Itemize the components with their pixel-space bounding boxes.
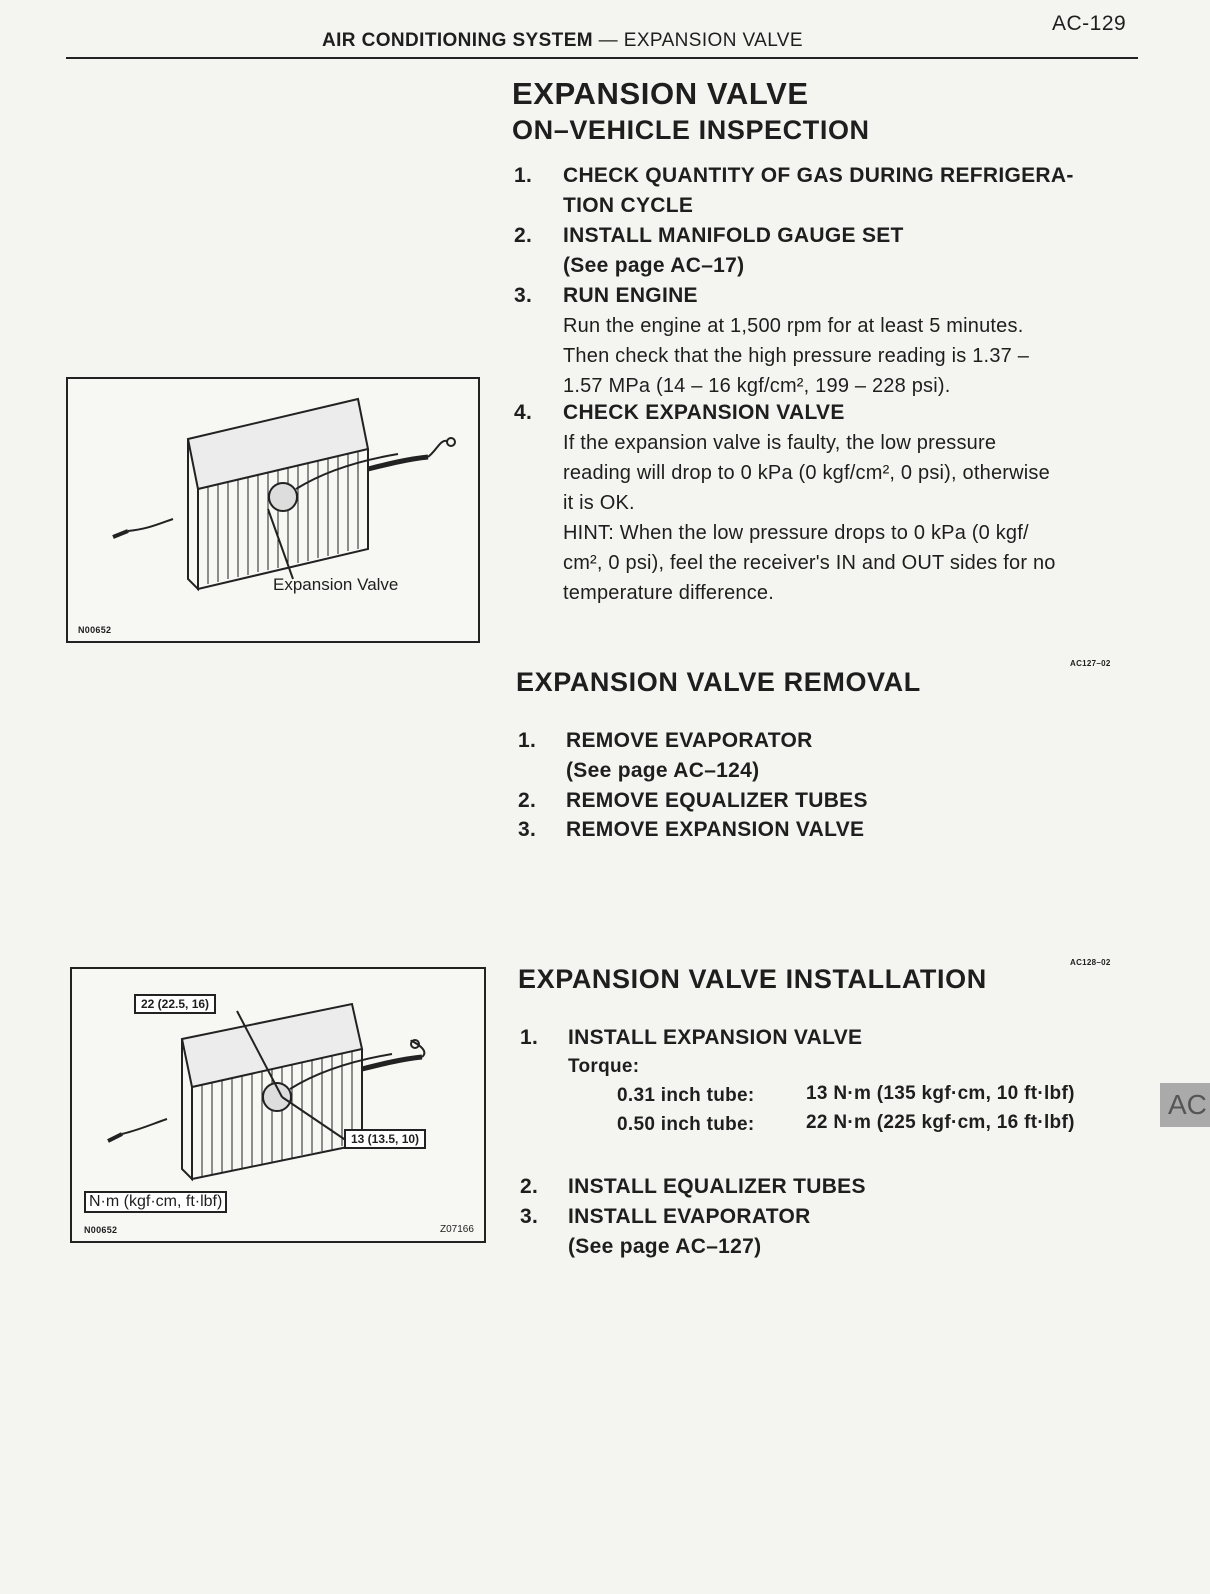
removal-step-1 xyxy=(518,726,1118,786)
inspection-step-3 xyxy=(514,281,1134,401)
step-title-line: TION CYCLE xyxy=(563,194,694,217)
installation-title: EXPANSION VALVE INSTALLATION xyxy=(518,964,987,994)
header-subsection: EXPANSION VALVE xyxy=(623,30,803,51)
figure-code: N00652 xyxy=(78,625,112,635)
step-title: RUN ENGINE xyxy=(563,284,698,307)
step-body-line: 1.57 MPa (14 – 16 kgf/cm², 199 – 228 psi). xyxy=(563,375,951,397)
section-code: AC128–02 xyxy=(1070,958,1111,967)
step-title-line: INSTALL MANIFOLD GAUGE SET xyxy=(563,224,904,247)
section-title: EXPANSION VALVE xyxy=(512,76,809,111)
figure-code-right: Z07166 xyxy=(440,1224,474,1235)
installation-step-1 xyxy=(520,1023,1120,1053)
step-number: 2. xyxy=(518,789,537,812)
removal-step-3 xyxy=(518,815,1118,845)
step-body-line: reading will drop to 0 kPa (0 kgf/cm², 0 psi), otherwise xyxy=(563,462,1050,484)
page-number: AC-129 xyxy=(1052,12,1127,35)
torque-tube: 0.50 inch tube: xyxy=(617,1114,755,1135)
torque-value: 13 N·m (135 kgf·cm, 10 ft·lbf) xyxy=(806,1083,1075,1104)
installation-step-3 xyxy=(520,1202,1120,1262)
torque-tube: 0.31 inch tube: xyxy=(617,1085,755,1106)
step-number: 1. xyxy=(514,164,533,187)
installation-step-2 xyxy=(520,1172,1120,1202)
step-number: 3. xyxy=(514,284,533,307)
header-separator: — xyxy=(593,30,624,51)
removal-step-2 xyxy=(518,786,1118,816)
step-title: REMOVE EQUALIZER TUBES xyxy=(566,789,868,812)
step-title: CHECK EXPANSION VALVE xyxy=(563,401,845,424)
step-number: 1. xyxy=(518,729,537,752)
inspection-step-1 xyxy=(514,161,1134,221)
section-tab: AC xyxy=(1160,1083,1210,1127)
evaporator-illustration xyxy=(68,379,478,641)
step-title: REMOVE EXPANSION VALVE xyxy=(566,818,865,841)
step-body-line: Run the engine at 1,500 rpm for at least 5 minutes. xyxy=(563,315,1024,337)
inspection-step-4 xyxy=(514,398,1134,608)
step-number: 3. xyxy=(518,818,537,841)
hint-line: HINT: When the low pressure drops to 0 kPa (0 kgf/ xyxy=(563,522,1029,544)
page-reference: (See page AC–17) xyxy=(563,254,745,277)
step-number: 1. xyxy=(520,1026,539,1049)
step-title-line: CHECK QUANTITY OF GAS DURING REFRIGERA- xyxy=(563,164,1074,187)
torque-label: Torque: xyxy=(568,1056,640,1077)
step-number: 2. xyxy=(520,1175,539,1198)
torque-callout-bottom: 13 (13.5, 10) xyxy=(344,1129,426,1149)
figure-torque xyxy=(70,967,486,1243)
step-title: INSTALL EXPANSION VALVE xyxy=(568,1026,863,1049)
step-body-line: it is OK. xyxy=(563,492,635,514)
inspection-subtitle: ON–VEHICLE INSPECTION xyxy=(512,115,870,145)
torque-units-label: N·m (kgf·cm, ft·lbf) xyxy=(84,1191,227,1213)
figure-code: N00652 xyxy=(84,1225,118,1235)
hint-line: temperature difference. xyxy=(563,582,775,604)
step-title: INSTALL EQUALIZER TUBES xyxy=(568,1175,866,1198)
step-number: 4. xyxy=(514,401,533,424)
torque-value: 22 N·m (225 kgf·cm, 16 ft·lbf) xyxy=(806,1112,1075,1133)
section-code: AC127–02 xyxy=(1070,659,1111,668)
step-number: 3. xyxy=(520,1205,539,1228)
torque-callout-top: 22 (22.5, 16) xyxy=(134,994,216,1014)
step-title: REMOVE EVAPORATOR xyxy=(566,729,813,752)
hint-line: cm², 0 psi), feel the receiver's IN and OUT sides for no xyxy=(563,552,1056,574)
page-reference: (See page AC–127) xyxy=(568,1235,762,1258)
page-reference: (See page AC–124) xyxy=(566,759,760,782)
figure-label: Expansion Valve xyxy=(273,575,399,594)
step-body-line: If the expansion valve is faulty, the low pressure xyxy=(563,432,997,454)
removal-title: EXPANSION VALVE REMOVAL xyxy=(516,667,921,697)
step-title: INSTALL EVAPORATOR xyxy=(568,1205,811,1228)
running-header xyxy=(322,30,803,52)
header-section: AIR CONDITIONING SYSTEM xyxy=(322,30,593,51)
inspection-step-2 xyxy=(514,221,1134,281)
header-rule xyxy=(66,57,1138,59)
step-number: 2. xyxy=(514,224,533,247)
step-body-line: Then check that the high pressure reading is 1.37 – xyxy=(563,345,1030,367)
figure-expansion-valve xyxy=(66,377,480,643)
